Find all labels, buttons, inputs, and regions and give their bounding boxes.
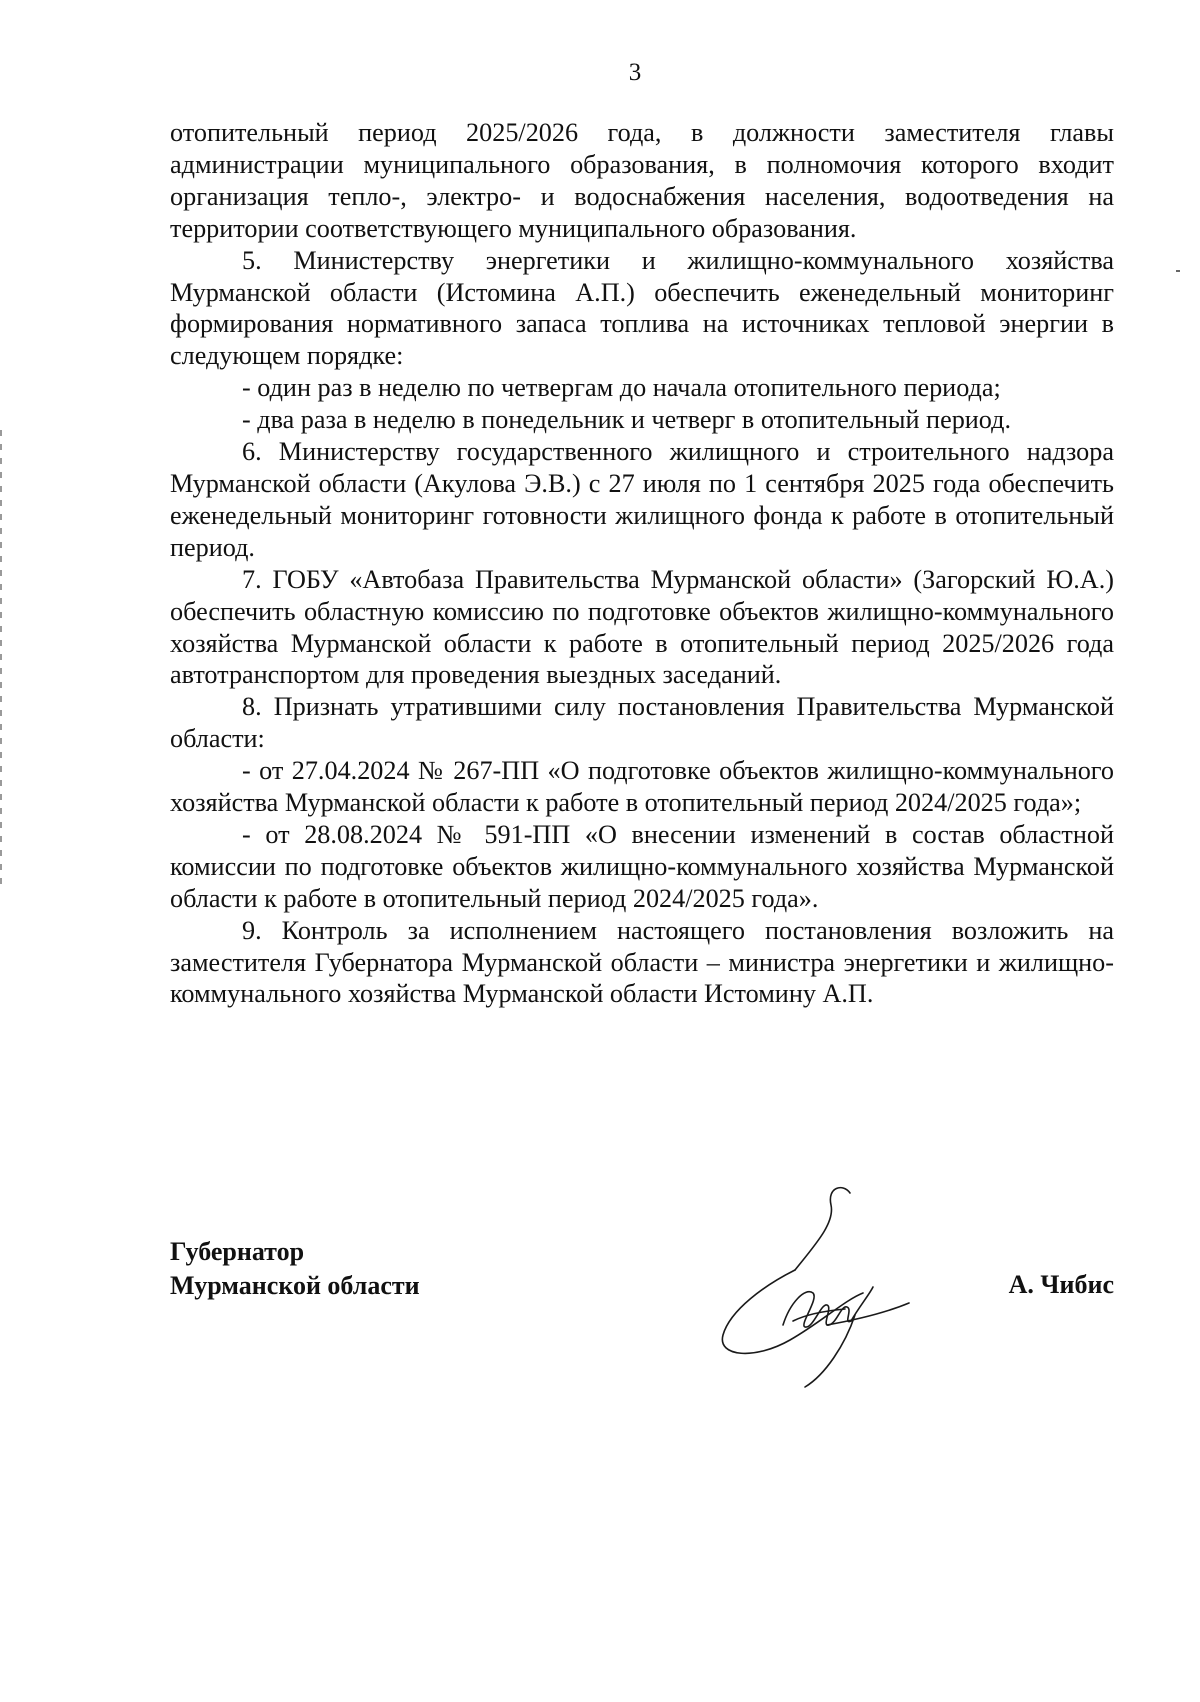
signatory-title [170,1235,420,1303]
page-number: 3 [628,59,642,86]
paragraph-item-7: 7. ГОБУ «Автобаза Правительства Мурманской области» (Загорский Ю.А.) обеспечить областную комиссию по подготовке объектов жилищно-коммунального хозяйства Мурманской области к работе в отопительный период 2025/2026 года автотранспортом для проведения выездных заседаний. [170,564,1114,690]
scan-dot-mark [1176,270,1180,272]
paragraph-item-8: 8. Признать утратившими силу постановления Правительства Мурманской области: [170,692,1114,754]
paragraph-item-5: 5. Министерству энергетики и жилищно-коммунального хозяйства Мурманской области (Истомина А.П.) обеспечить еженедельный мониторинг формирования нормативного запаса топлива на источниках тепловой энергии в следующем порядке: [170,245,1114,371]
paragraph-item-5-sub-2: - два раза в неделю в понедельник и четверг в отопительный период. [242,405,1012,435]
paragraph-continuation: отопительный период 2025/2026 года, в должности заместителя главы администрации муниципального образования, в полномочия которого входит организация тепло-, электро- и водоснабжения населения, водоотведения на территории соответствующего муниципального образования. [170,118,1114,243]
signatory-title-line-1: Губернатор [170,1237,305,1266]
paragraph-item-6: 6. Министерству государственного жилищного и строительного надзора Мурманской области (Акулова Э.В.) с 27 июля по 1 сентября 2025 года обеспечить еженедельный мониторинг готовности жилищного фонда к работе в отопительный период. [170,437,1114,562]
signature-block [170,1235,1114,1395]
scan-edge-mark [0,430,2,890]
signatory-title-line-2: Мурманской области [170,1271,420,1300]
document-body [170,117,1114,1010]
handwritten-signature-icon [695,1175,915,1395]
paragraph-item-8-sub-1: - от 27.04.2024 № 267-ПП «О подготовке объектов жилищно-коммунального хозяйства Мурманской области к работе в отопительный период 2024/2025 года»; [170,756,1114,818]
signatory-name: А. Чибис [1008,1270,1114,1299]
paragraph-item-5-sub-1: - один раз в неделю по четвергам до начала отопительного периода; [242,373,1001,403]
paragraph-item-9: 9. Контроль за исполнением настоящего постановления возложить на заместителя Губернатора Мурманской области – министра энергетики и жилищно-коммунального хозяйства Мурманской области Истомину А.П. [170,915,1114,1009]
paragraph-item-8-sub-2: - от 28.08.2024 № 591-ПП «О внесении изменений в состав областной комиссии по подготовке объектов жилищно-коммунального хозяйства Мурманской области к работе в отопительный период 2024/2025 года». [170,819,1114,913]
